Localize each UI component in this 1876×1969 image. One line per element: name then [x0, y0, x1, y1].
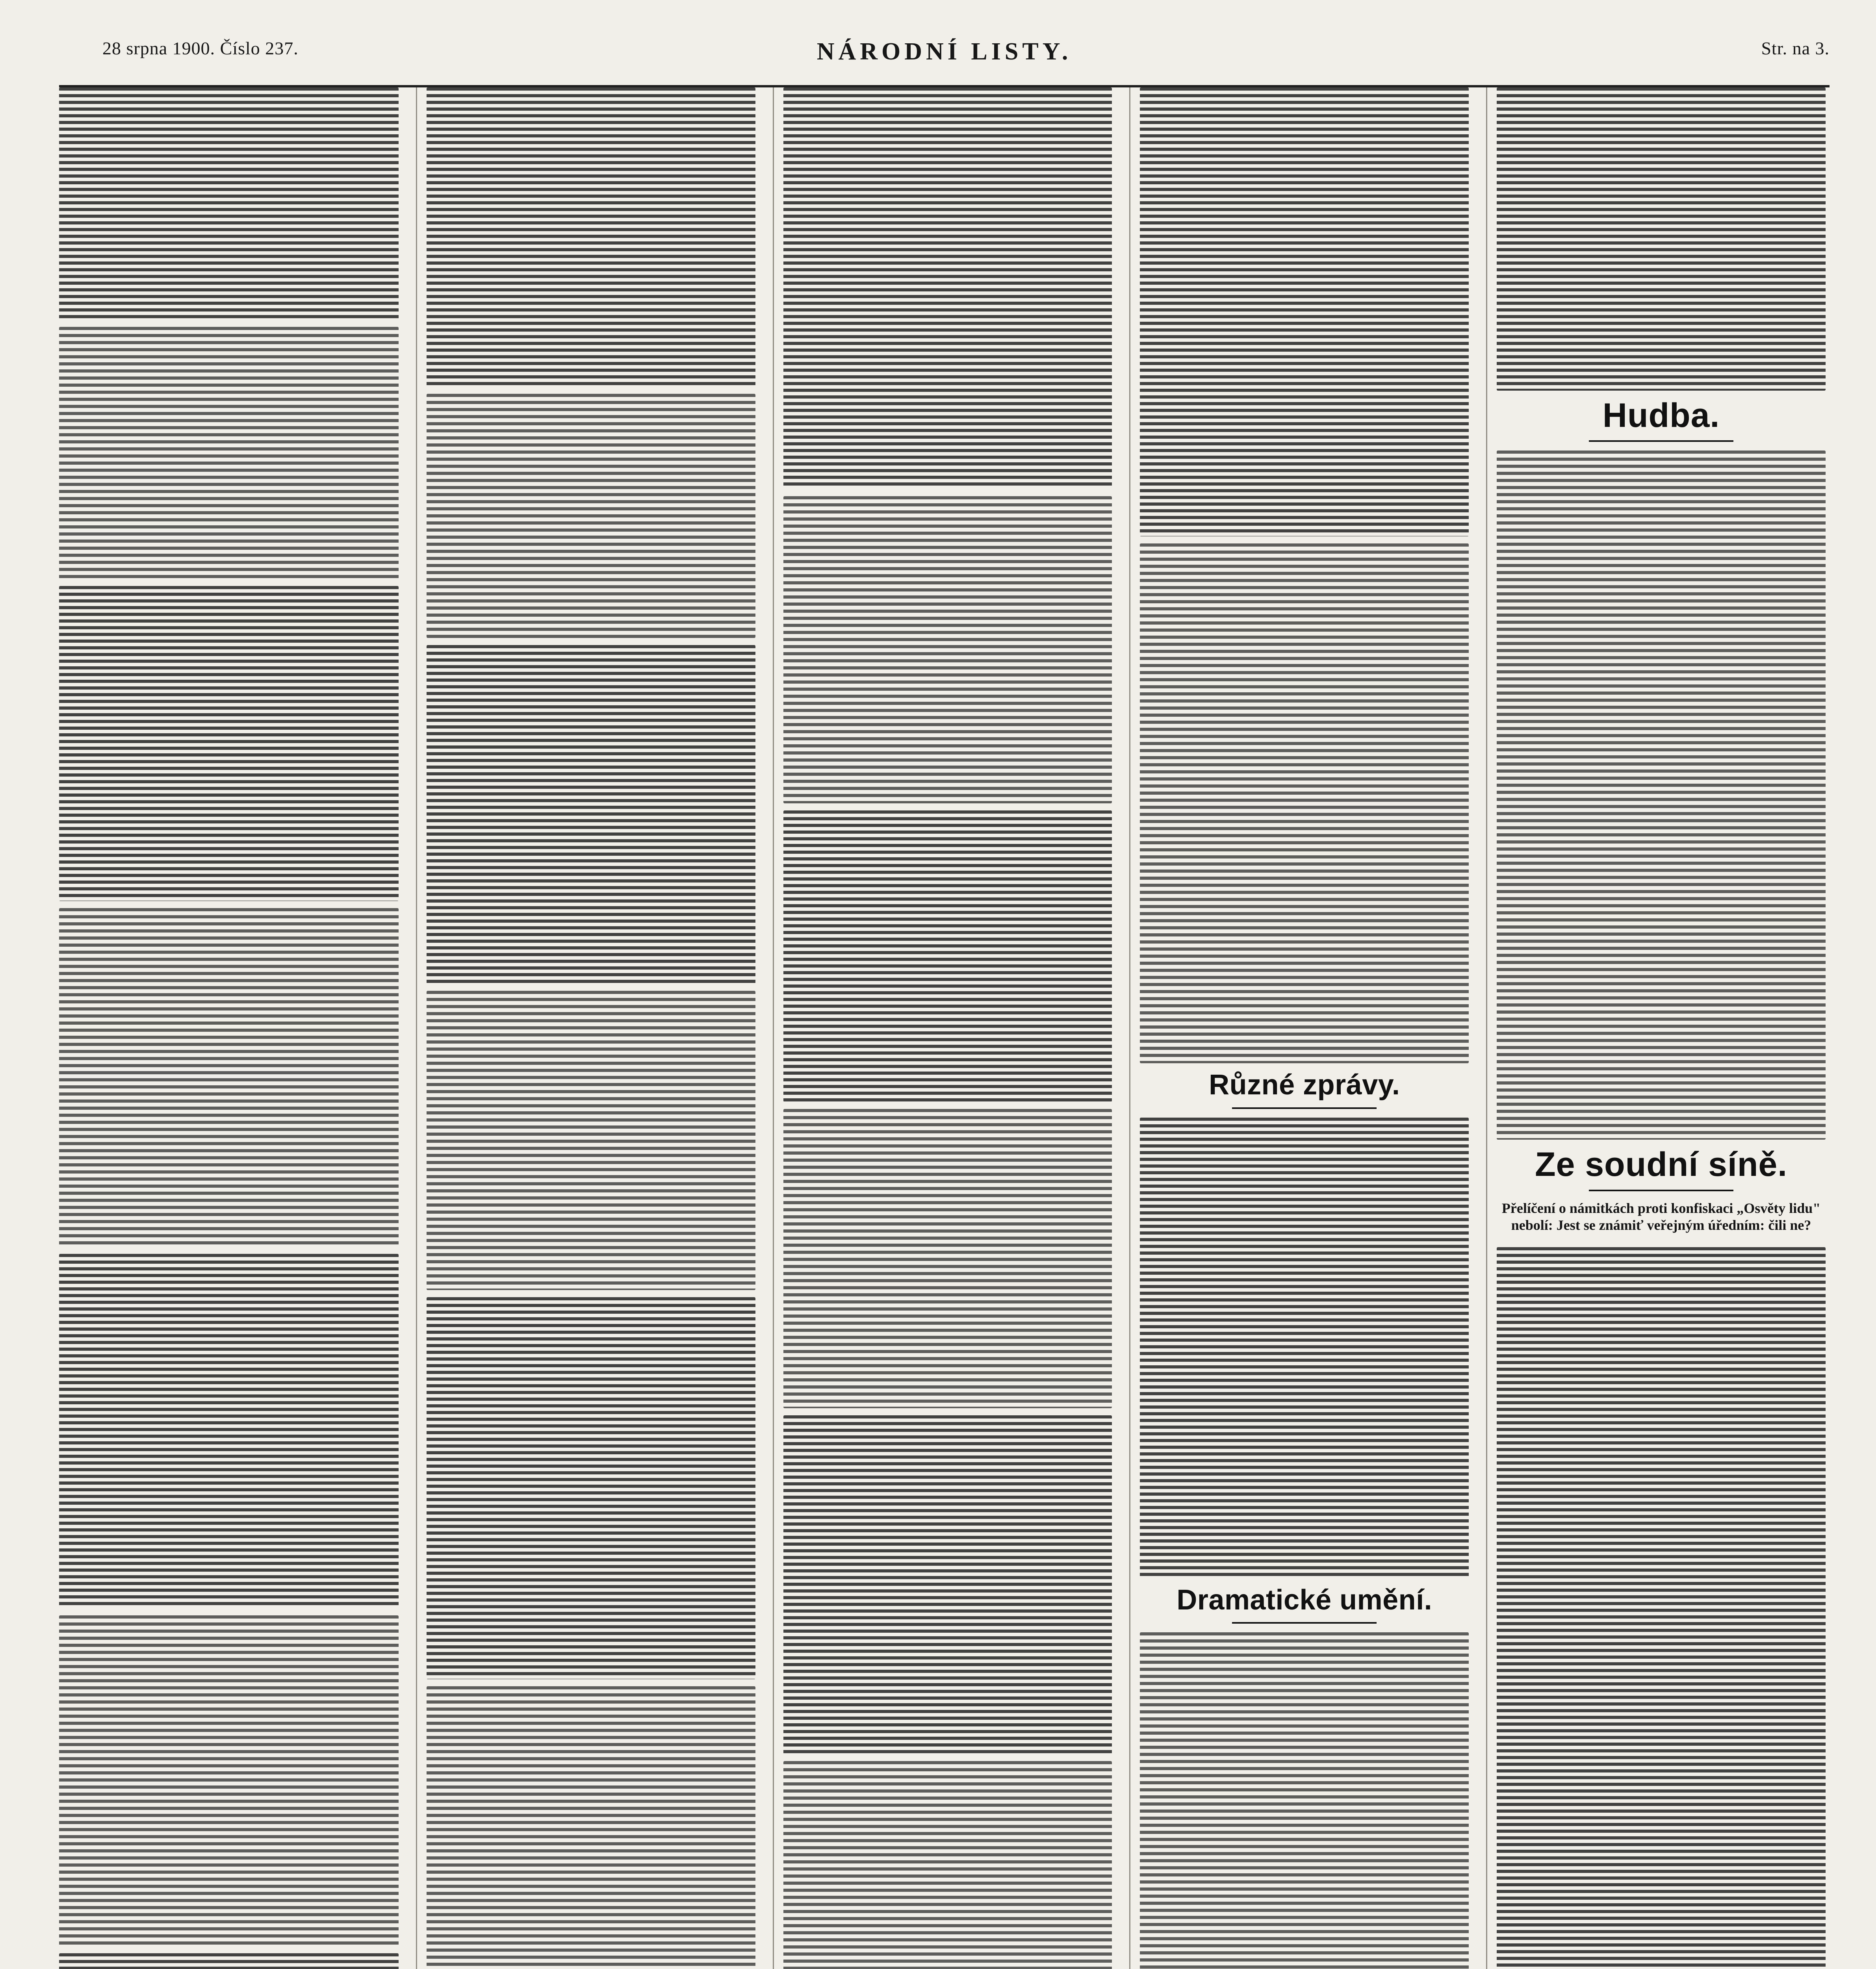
- masthead-title: NÁRODNÍ LISTY.: [816, 38, 1072, 65]
- text-block: [59, 1615, 399, 1946]
- text-block: [59, 908, 399, 1247]
- text-block: [1497, 87, 1826, 391]
- text-block: [427, 1297, 755, 1679]
- text-block: [1140, 543, 1469, 1063]
- section-underline: [1589, 440, 1733, 442]
- section-heading-ruzne-zpravy: Různé zprávy.: [1209, 1069, 1400, 1101]
- text-block: [1140, 1632, 1469, 1969]
- section-underline: [1232, 1107, 1377, 1109]
- text-block: [59, 586, 399, 901]
- text-block: [783, 1415, 1112, 1754]
- text-block: [783, 1761, 1112, 1969]
- section-underline: [1589, 1190, 1733, 1191]
- text-block: [427, 394, 755, 638]
- text-block: [59, 1953, 399, 1969]
- text-block: [783, 496, 1112, 803]
- text-block: [59, 87, 399, 320]
- section-heading-ze-soudni-sine: Ze soudní síně.: [1535, 1146, 1788, 1184]
- text-block: [1140, 87, 1469, 536]
- text-block: [59, 327, 399, 579]
- text-block: [1140, 1118, 1469, 1578]
- section-heading-dramaticke-umeni: Dramatické umění.: [1176, 1584, 1433, 1616]
- text-block: [1497, 451, 1826, 1140]
- column-1: [59, 87, 403, 1969]
- masthead: [59, 28, 1830, 87]
- column-3: [773, 87, 1116, 1969]
- text-block: [59, 1254, 399, 1608]
- text-block: [783, 1109, 1112, 1408]
- text-block: [783, 87, 1112, 489]
- column-5: [1486, 87, 1830, 1969]
- text-block: [427, 645, 755, 984]
- section-underline: [1232, 1622, 1377, 1624]
- masthead-page-number: Str. na 3.: [1761, 38, 1830, 58]
- text-block: [783, 810, 1112, 1102]
- text-columns: [59, 87, 1830, 1969]
- text-block: [427, 1686, 755, 1969]
- column-2: [416, 87, 759, 1969]
- section-heading-hudba: Hudba.: [1602, 397, 1720, 434]
- text-block: [427, 87, 755, 387]
- text-block: [427, 991, 755, 1290]
- masthead-date-issue: 28 srpna 1900. Číslo 237.: [102, 38, 299, 58]
- article-title: Přelíčení o námitkách proti konfiskaci „Osvěty lidu" nebolí: Jest se známiť veřejným úředním: čili ne?: [1501, 1200, 1821, 1233]
- text-block: [1497, 1247, 1826, 1969]
- column-4: [1129, 87, 1473, 1969]
